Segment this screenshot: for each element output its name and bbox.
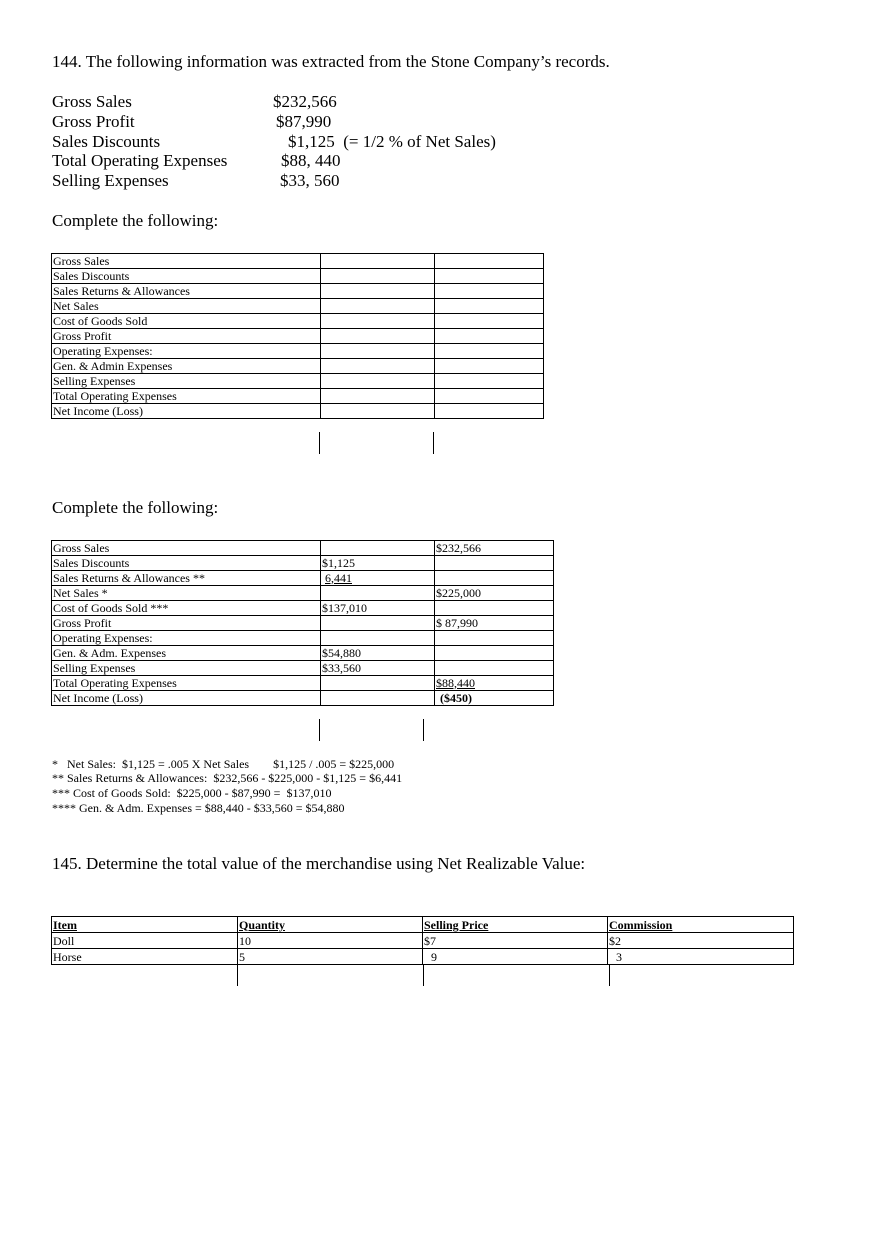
table-row <box>52 329 544 344</box>
given-value: $87,990 <box>276 112 332 131</box>
table-row <box>52 676 554 691</box>
amount-cell <box>321 631 435 646</box>
table-row <box>52 616 554 631</box>
row-label: Sales Discounts <box>52 269 321 284</box>
prompt-complete-2: Complete the following: <box>52 498 219 517</box>
answer-cell[interactable] <box>321 359 435 374</box>
column-header <box>52 917 238 933</box>
amount-cell <box>321 541 435 556</box>
answer-cell[interactable] <box>435 389 544 404</box>
header-label: Selling Price <box>424 917 489 932</box>
answer-cell[interactable] <box>321 389 435 404</box>
column-header <box>238 917 423 933</box>
table-divider <box>319 719 320 741</box>
table-row <box>52 949 794 965</box>
table-cell: Doll <box>52 933 238 949</box>
footnote: * Net Sales: $1,125 = .005 X Net Sales $1,125 / .005 = $225,000 <box>52 757 395 771</box>
given-value: $1,125 (= 1/2 % of Net Sales) <box>288 132 496 151</box>
amount-cell <box>321 676 435 691</box>
given-label: Selling Expenses <box>52 171 169 190</box>
amount-cell: $54,880 <box>321 646 435 661</box>
table-row <box>52 556 554 571</box>
column-header <box>608 917 794 933</box>
amount-cell <box>435 571 554 586</box>
header-label: Item <box>53 917 77 932</box>
amount-cell <box>435 556 554 571</box>
amount-value: $88,440 <box>436 675 475 690</box>
answer-cell[interactable] <box>435 359 544 374</box>
row-label: Net Sales * <box>52 586 321 601</box>
table-row <box>52 933 794 949</box>
column-header <box>423 917 608 933</box>
table-divider <box>319 432 320 454</box>
table-cell: 5 <box>238 949 423 965</box>
row-label: Gen. & Admin Expenses <box>52 359 321 374</box>
amount-cell: $137,010 <box>321 601 435 616</box>
given-label: Gross Sales <box>52 92 132 111</box>
table-row <box>52 586 554 601</box>
footnote: **** Gen. & Adm. Expenses = $88,440 - $33,560 = $54,880 <box>52 801 345 815</box>
answer-cell[interactable] <box>321 269 435 284</box>
table-cell: $2 <box>608 933 794 949</box>
table-cell: 10 <box>238 933 423 949</box>
question-144-heading: 144. The following information was extracted from the Stone Company’s records. <box>52 52 610 71</box>
answer-cell[interactable] <box>435 344 544 359</box>
table-divider <box>433 432 434 454</box>
given-value: $33, 560 <box>280 171 340 190</box>
answer-cell[interactable] <box>321 314 435 329</box>
table-row <box>52 404 544 419</box>
table-row <box>52 299 544 314</box>
row-label: Gross Sales <box>52 541 321 556</box>
prompt-complete-1: Complete the following: <box>52 211 219 230</box>
row-label: Net Sales <box>52 299 321 314</box>
row-label: Cost of Goods Sold *** <box>52 601 321 616</box>
net-loss-value: ($450) <box>440 690 472 705</box>
amount-cell <box>435 646 554 661</box>
table-row <box>52 646 554 661</box>
row-label: Gen. & Adm. Expenses <box>52 646 321 661</box>
amount-cell <box>321 571 435 586</box>
table-row <box>52 284 544 299</box>
footnote: *** Cost of Goods Sold: $225,000 - $87,990 = $137,010 <box>52 786 332 800</box>
table-row <box>52 314 544 329</box>
row-label: Gross Profit <box>52 329 321 344</box>
answer-cell[interactable] <box>435 404 544 419</box>
table-divider <box>423 719 424 741</box>
answer-cell[interactable] <box>435 314 544 329</box>
given-value: $88, 440 <box>281 151 341 170</box>
answer-cell[interactable] <box>321 284 435 299</box>
answer-cell[interactable] <box>435 299 544 314</box>
row-label: Sales Returns & Allowances ** <box>52 571 321 586</box>
table-cell: 3 <box>608 949 794 965</box>
table-row <box>52 389 544 404</box>
given-label: Gross Profit <box>52 112 135 131</box>
amount-cell: $33,560 <box>321 661 435 676</box>
table-divider <box>423 965 424 986</box>
header-label: Quantity <box>239 917 286 932</box>
amount-cell <box>321 691 435 706</box>
answer-cell[interactable] <box>435 329 544 344</box>
table-row <box>52 374 544 389</box>
answer-cell[interactable] <box>435 254 544 269</box>
table-row <box>52 344 544 359</box>
table-divider <box>237 965 238 986</box>
row-label: Net Income (Loss) <box>52 691 321 706</box>
row-label: Net Income (Loss) <box>52 404 321 419</box>
answer-cell[interactable] <box>321 344 435 359</box>
amount-value: 6,441 <box>325 570 352 585</box>
amount-cell: $232,566 <box>435 541 554 556</box>
answer-cell[interactable] <box>435 374 544 389</box>
table-cell: 9 <box>423 949 608 965</box>
table-header-row <box>52 917 794 933</box>
table-row <box>52 631 554 646</box>
question-145-heading: 145. Determine the total value of the merchandise using Net Realizable Value: <box>52 854 586 873</box>
answer-cell[interactable] <box>321 299 435 314</box>
answer-cell[interactable] <box>321 254 435 269</box>
row-label: Total Operating Expenses <box>52 389 321 404</box>
amount-cell <box>435 691 554 706</box>
answer-cell[interactable] <box>435 269 544 284</box>
amount-cell <box>435 601 554 616</box>
given-value: $232,566 <box>273 92 337 111</box>
answer-cell[interactable] <box>321 329 435 344</box>
table-cell: Horse <box>52 949 238 965</box>
amount-cell <box>435 631 554 646</box>
row-label: Operating Expenses: <box>52 344 321 359</box>
row-label: Selling Expenses <box>52 661 321 676</box>
table-row <box>52 571 554 586</box>
row-label: Sales Returns & Allowances <box>52 284 321 299</box>
table-row <box>52 601 554 616</box>
amount-cell: $ 87,990 <box>435 616 554 631</box>
given-label: Sales Discounts <box>52 132 161 151</box>
answer-cell[interactable] <box>435 284 544 299</box>
table-row <box>52 359 544 374</box>
table-row <box>52 691 554 706</box>
table-cell: $7 <box>423 933 608 949</box>
header-label: Commission <box>609 917 673 932</box>
merchandise-table <box>51 916 794 965</box>
footnote: ** Sales Returns & Allowances: $232,566 - $225,000 - $1,125 = $6,441 <box>52 771 403 785</box>
row-label: Selling Expenses <box>52 374 321 389</box>
amount-cell <box>321 586 435 601</box>
blank-income-statement-table <box>51 253 544 419</box>
answer-cell[interactable] <box>321 374 435 389</box>
amount-cell: $225,000 <box>435 586 554 601</box>
row-label: Sales Discounts <box>52 556 321 571</box>
row-label: Total Operating Expenses <box>52 676 321 691</box>
amount-cell <box>321 616 435 631</box>
row-label: Gross Sales <box>52 254 321 269</box>
table-row <box>52 661 554 676</box>
amount-cell <box>435 676 554 691</box>
given-label: Total Operating Expenses <box>52 151 228 170</box>
amount-cell: $1,125 <box>321 556 435 571</box>
amount-cell <box>435 661 554 676</box>
completed-income-statement-table <box>51 540 554 706</box>
row-label: Gross Profit <box>52 616 321 631</box>
row-label: Operating Expenses: <box>52 631 321 646</box>
table-row <box>52 541 554 556</box>
answer-cell[interactable] <box>321 404 435 419</box>
table-divider <box>609 965 610 986</box>
table-row <box>52 254 544 269</box>
row-label: Cost of Goods Sold <box>52 314 321 329</box>
table-row <box>52 269 544 284</box>
